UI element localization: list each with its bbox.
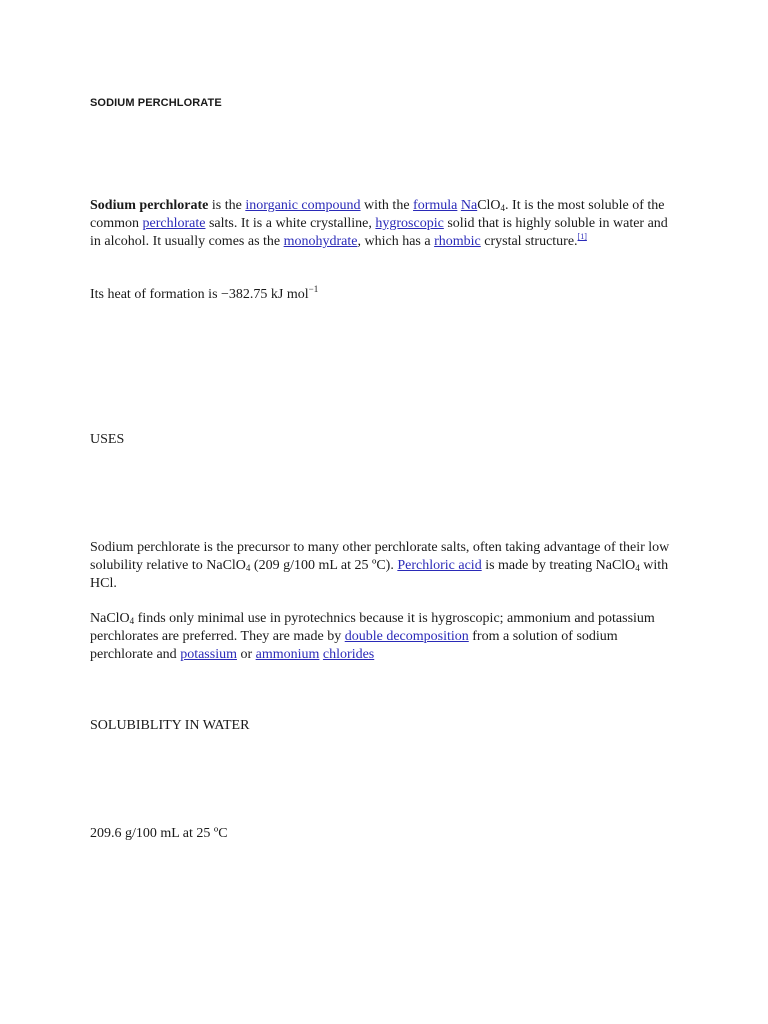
heat-of-formation	[90, 286, 680, 304]
link-perchlorate[interactable]: perchlorate	[142, 216, 206, 231]
text: from a solution of sodium perchlorate and	[90, 629, 618, 662]
text: solid that is highly soluble in water and in alcohol. It usually comes as the	[90, 216, 668, 249]
text: crystal structure.	[480, 234, 578, 249]
link-ammonium[interactable]: ammonium	[255, 647, 320, 662]
solubility-value: 209.6 g/100 mL at 25 ºC	[90, 826, 228, 841]
term-bold: Sodium perchlorate	[90, 198, 209, 213]
link-formula[interactable]: formula	[413, 198, 458, 213]
subscript: 4	[129, 616, 135, 626]
text: Its heat of formation is −38	[90, 287, 243, 302]
link-monohydrate[interactable]: monohydrate	[283, 234, 358, 249]
text: NaClO	[90, 611, 130, 626]
uses-paragraph-1	[90, 539, 680, 593]
subscript: 4	[245, 563, 251, 573]
document-title: SODIUM PERCHLORATE	[90, 97, 222, 109]
text: , which has a	[357, 234, 435, 249]
superscript: −1	[308, 284, 319, 294]
text: salts. It is a white crystalline,	[205, 216, 376, 231]
text: finds only minimal use in pyrotechnics because it is hygroscopic; ammonium and potassium perchlorates are preferred. They are made by	[90, 611, 655, 644]
text: ClO	[477, 198, 501, 213]
text: or	[236, 647, 256, 662]
text: with the	[360, 198, 414, 213]
link-chlorides[interactable]: chlorides	[322, 647, 375, 662]
solubility-heading: SOLUBIBLITY IN WATER	[90, 718, 250, 733]
text: is the	[208, 198, 246, 213]
link-inorganic-compound[interactable]: inorganic compound	[245, 198, 361, 213]
uses-heading: USES	[90, 432, 125, 447]
uses-paragraph-2	[90, 610, 680, 664]
text: . It is the most soluble of the common	[90, 198, 665, 231]
subscript: 4	[500, 203, 506, 213]
text: with HCl.	[90, 558, 669, 591]
subscript: 4	[635, 563, 640, 573]
link-double-decomposition[interactable]: double decomposition	[344, 629, 469, 644]
text: (209 g/100 mL at 25 ºC).	[250, 558, 398, 573]
text: Sodium perchlorate is the precursor to many other perchlorate salts, often taking advantage of their low solubility relative to NaClO	[90, 540, 670, 573]
reference-link[interactable]: [1]	[577, 232, 587, 241]
text: is made by treating NaClO	[481, 558, 636, 573]
link-rhombic[interactable]: rhombic	[434, 234, 481, 249]
intro-paragraph	[90, 197, 680, 251]
link-perchloric-acid[interactable]: Perchloric acid	[397, 558, 482, 573]
link-hygroscopic[interactable]: hygroscopic	[375, 216, 444, 231]
text: 2.75 kJ mol	[242, 287, 309, 302]
link-potassium[interactable]: potassium	[180, 647, 237, 662]
link-na[interactable]: Na	[460, 198, 478, 213]
